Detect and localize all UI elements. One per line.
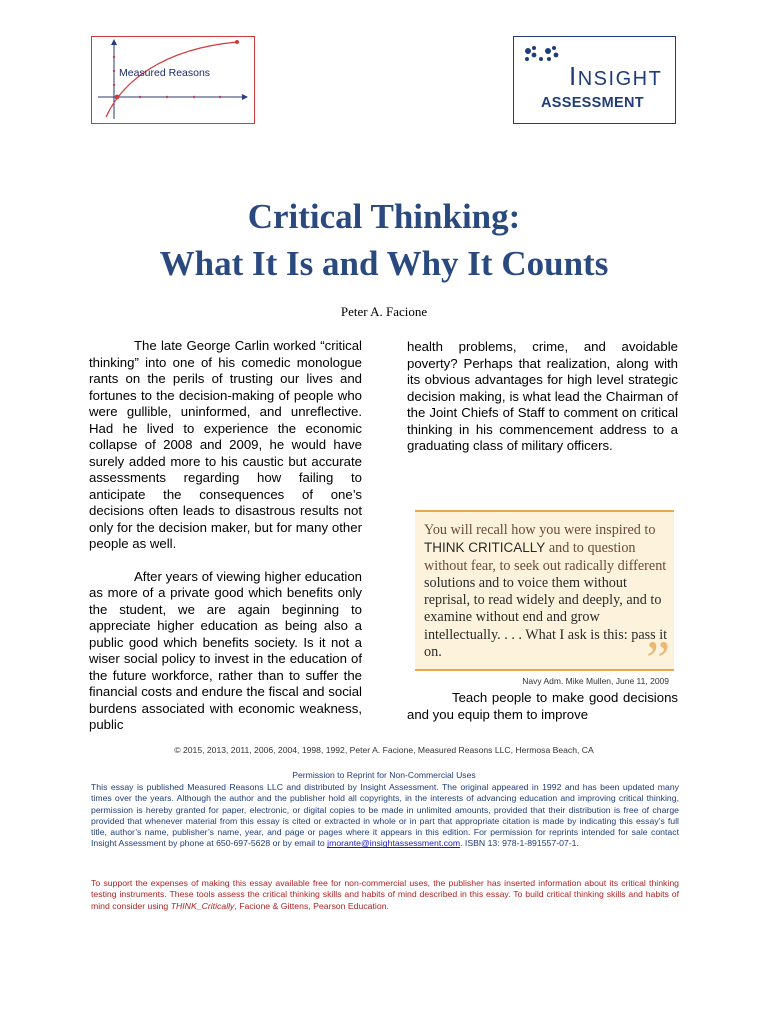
left-paragraph-1: The late George Carlin worked “critical thinking” into one of his comedic monologue rants on the perils of trusting our lives and fortunes to the decision-making of people who were gullible, uninformed, and unreflective. Had he lived to experience the economic collapse of 2008 and 2009, he would have surely added more to his caustic but accurate assessments regarding how failing to anticipate the consequences of one’s decisions often leads to disastrous results not only for the decision maker, but for many other people as well.: [89, 338, 362, 551]
right-paragraph-2: Teach people to make good decisions and you equip them to improve: [407, 690, 678, 722]
measured-reasons-curve-graphic: [92, 37, 256, 125]
support-notice: [91, 878, 679, 912]
quote-part-2: and to question without fear, to seek out: [424, 540, 636, 574]
right-column: [407, 339, 678, 455]
insight-rest: NSIGHT: [577, 68, 663, 90]
support-text-2: , Facione & Gittens, Pearson Education.: [234, 900, 389, 911]
permission-body: [91, 782, 679, 850]
quote-part-1: You will recall how you were inspired to: [424, 522, 656, 538]
right-paragraph-1: health problems, crime, and avoidable poverty? Perhaps that realization, along with its obvious advantages for high level strategic decision making, is what lead the Chairman of the Joint Chiefs of Staff to comment on critical thinking in his commencement address to a graduating class of military officers.: [407, 339, 678, 453]
molecule-icon: [522, 45, 566, 75]
assessment-wordmark: ASSESSMENT: [541, 95, 644, 111]
title-line-2: What It Is and Why It Counts: [159, 244, 609, 283]
pull-quote-text: [424, 522, 670, 661]
quote-citation: Navy Adm. Mike Mullen, June 11, 2009: [522, 676, 669, 686]
measured-reasons-label: Measured Reasons: [119, 67, 211, 79]
title-line-1: Critical Thinking:: [247, 197, 521, 236]
permission-title: Permission to Reprint for Non-Commercial Uses: [292, 770, 476, 780]
closing-quote-marks-icon: ”: [646, 630, 670, 690]
insight-wordmark: [569, 61, 662, 92]
measured-reasons-logo: [91, 36, 255, 124]
author-name: Peter A. Facione: [340, 304, 428, 319]
quote-highlight: THINK CRITICALLY: [424, 540, 546, 556]
left-column: [89, 338, 362, 734]
permission-text-2: . ISBN 13: 978-1-891557-07-1.: [460, 838, 579, 849]
copyright-line: © 2015, 2013, 2011, 2006, 2004, 1998, 1992, Peter A. Facione, Measured Reasons LLC, Hermosa Beach, CA: [174, 745, 594, 755]
quote-part-4: solutions and to voice them without reprisal, to read widely and deeply, and to examine without end and grow intellectually. . . . What I ask is this: pass it on.: [424, 574, 668, 661]
left-paragraph-2: After years of viewing higher education as more of a private good which benefits only the student, we are again beginning to appreciate higher education as being also a public good which benefits society. Is it not a wiser social policy to invest in the education of the future workforce, rather than to suffer the financial costs and endure the fiscal and social burdens associated with economic weakness, public: [89, 568, 362, 732]
book-title: THINK_Critically: [170, 900, 235, 911]
insight-initial: I: [569, 61, 578, 91]
support-text-1: To support the expenses of making this essay available free for non-commercial uses, the publisher has inserted information about its critical thinking testing instruments. These tools assess the critical thinking skills and habits of mind described in this essay. To build critical thinking skills and habits of mind consider using: [91, 878, 679, 911]
permission-text-1: This essay is published Measured Reasons LLC and distributed by Insight Assessment. The original appeared in 1992 and has been updated many times over the years. Although the author and the publisher hold all copyrights, in the interests of advancing education and improving critical thinking, permission is hereby granted for paper, electronic, or digital copies to be made in unlimited amounts, provided that their distribution is free of charge provided that whenever material from this essay is cited or extracted in whole or in part that appropriate citation is made by indicating this essay’s full title, author’s name, publisher’s name, year, and page or pages where it appears in this edition. For permission for reprints intended for sale contact Insight Assessment by phone at 650-697-5628 or by email to: [91, 782, 679, 849]
contact-email-link[interactable]: jmorante@insightassessment.com: [327, 838, 461, 849]
insight-assessment-logo: [513, 36, 676, 124]
quote-part-3: radically different: [564, 557, 667, 574]
right-column-continued: [407, 690, 678, 723]
